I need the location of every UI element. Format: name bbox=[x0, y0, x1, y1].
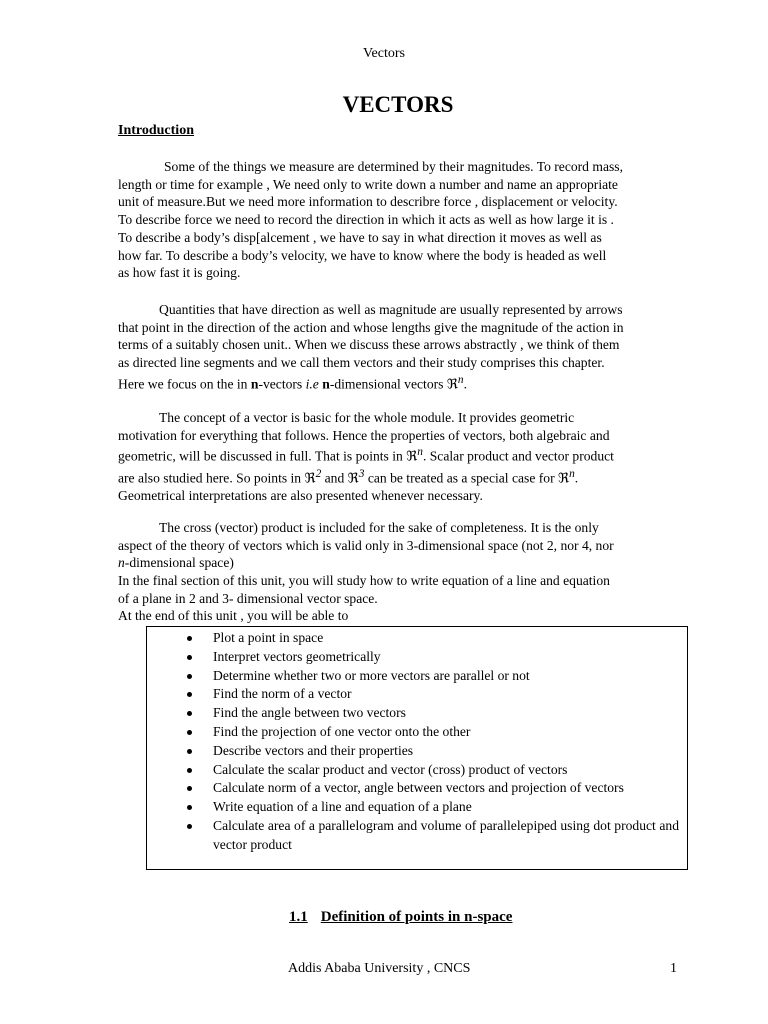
paragraph-line: length or time for example , We need only to write down a number and name an appropriate bbox=[118, 176, 618, 192]
bullet-icon bbox=[187, 711, 192, 716]
subsection-title: Definition of points in n-space bbox=[320, 909, 513, 925]
list-item: Find the projection of one vector onto the other bbox=[147, 723, 687, 742]
bullet-icon bbox=[187, 786, 192, 791]
paragraph-line: unit of measure.But we need more information to describre force , displacement or velocity. bbox=[118, 194, 618, 210]
paragraph-line: that point in the direction of the action and whose lengths give the magnitude of the action in bbox=[118, 319, 624, 335]
bullet-icon bbox=[187, 655, 192, 660]
paragraph-line: as how fast it is going. bbox=[118, 265, 241, 281]
footer-institution: Addis Ababa University , CNCS bbox=[288, 961, 471, 976]
paragraph-line: The concept of a vector is basic for the whole module. It provides geometric bbox=[159, 410, 575, 425]
paragraph-line: terms of a suitably chosen unit.. When we discuss these arrows abstractly , we think of them bbox=[118, 337, 620, 353]
list-item: Determine whether two or more vectors are parallel or not bbox=[147, 667, 687, 686]
paragraph-line: are also studied here. So points in ℜ$^2$ and ℜ$^3$ can be treated as a special case for ℜ$^n$. bbox=[118, 467, 579, 486]
paragraph-intro-3 bbox=[118, 409, 678, 505]
paragraph-intro-5 bbox=[118, 572, 678, 625]
paragraph-line: motivation for everything that follows. Hence the properties of vectors, both algebraic and bbox=[118, 427, 610, 443]
bullet-icon bbox=[187, 730, 192, 735]
paragraph-line: In the final section of this unit, you will study how to write equation of a line and equation bbox=[118, 573, 610, 588]
learning-objectives-box bbox=[146, 626, 688, 870]
paragraph-line: n-dimensional space) bbox=[118, 555, 234, 571]
paragraph-line: To describe force we need to record the direction in which it acts as well as how large it is . bbox=[118, 212, 614, 228]
list-item: Calculate norm of a vector, angle between vectors and projection of vectors bbox=[147, 779, 687, 798]
introduction-heading: Introduction bbox=[118, 123, 194, 138]
subsection-number: 1.1 bbox=[289, 909, 308, 925]
paragraph-line: Geometrical interpretations are also presented whenever necessary. bbox=[118, 487, 483, 503]
paragraph-line: Some of the things we measure are determined by their magnitudes. To record mass, bbox=[164, 159, 623, 174]
bullet-icon bbox=[187, 692, 192, 697]
bullet-icon bbox=[187, 749, 192, 754]
paragraph-intro-1 bbox=[118, 158, 678, 282]
subsection-heading bbox=[289, 909, 512, 926]
paragraph-line: The cross (vector) product is included for the sake of completeness. It is the only bbox=[159, 520, 599, 535]
list-item: Write equation of a line and equation of a plane bbox=[147, 798, 687, 817]
paragraph-line: At the end of this unit , you will be able to bbox=[118, 608, 349, 624]
bullet-icon bbox=[187, 636, 192, 641]
list-item: Find the angle between two vectors bbox=[147, 704, 687, 723]
bullet-icon bbox=[187, 824, 192, 829]
document-title: VECTORS bbox=[342, 92, 454, 117]
running-header: Vectors bbox=[363, 46, 405, 61]
paragraph-intro-4 bbox=[118, 519, 678, 572]
list-item: Plot a point in space bbox=[147, 629, 687, 648]
bullet-icon bbox=[187, 805, 192, 810]
paragraph-line: of a plane in 2 and 3- dimensional vector space. bbox=[118, 590, 378, 606]
list-item: Calculate area of a parallelogram and volume of parallelepiped using dot product and vector product bbox=[147, 817, 687, 855]
bullet-icon bbox=[187, 674, 192, 679]
list-item: Find the norm of a vector bbox=[147, 685, 687, 704]
list-item: Calculate the scalar product and vector (cross) product of vectors bbox=[147, 761, 687, 780]
paragraph-line: To describe a body’s disp[alcement , we have to say in what direction it moves as well as bbox=[118, 229, 602, 245]
paragraph-line: how far. To describe a body’s velocity, we have to know where the body is headed as well bbox=[118, 247, 607, 263]
paragraph-line: aspect of the theory of vectors which is valid only in 3-dimensional space (not 2, nor 4, nor bbox=[118, 537, 614, 553]
list-item: Describe vectors and their properties bbox=[147, 742, 687, 761]
bullet-icon bbox=[187, 768, 192, 773]
paragraph-line: Here we focus on the in n-vectors i.e n-dimensional vectors ℜ$^n$. bbox=[118, 373, 467, 392]
learning-objectives-list bbox=[147, 629, 687, 855]
paragraph-line: geometric, will be discussed in full. That is points in ℜ$^n$. Scalar product and vector product bbox=[118, 446, 614, 464]
list-item: Interpret vectors geometrically bbox=[147, 648, 687, 667]
paragraph-intro-2 bbox=[118, 301, 678, 393]
paragraph-line: Quantities that have direction as well as magnitude are usually represented by arrows bbox=[159, 302, 623, 317]
page-number: 1 bbox=[670, 961, 677, 976]
paragraph-line: as directed line segments and we call them vectors and their study comprises this chapter. bbox=[118, 355, 605, 371]
